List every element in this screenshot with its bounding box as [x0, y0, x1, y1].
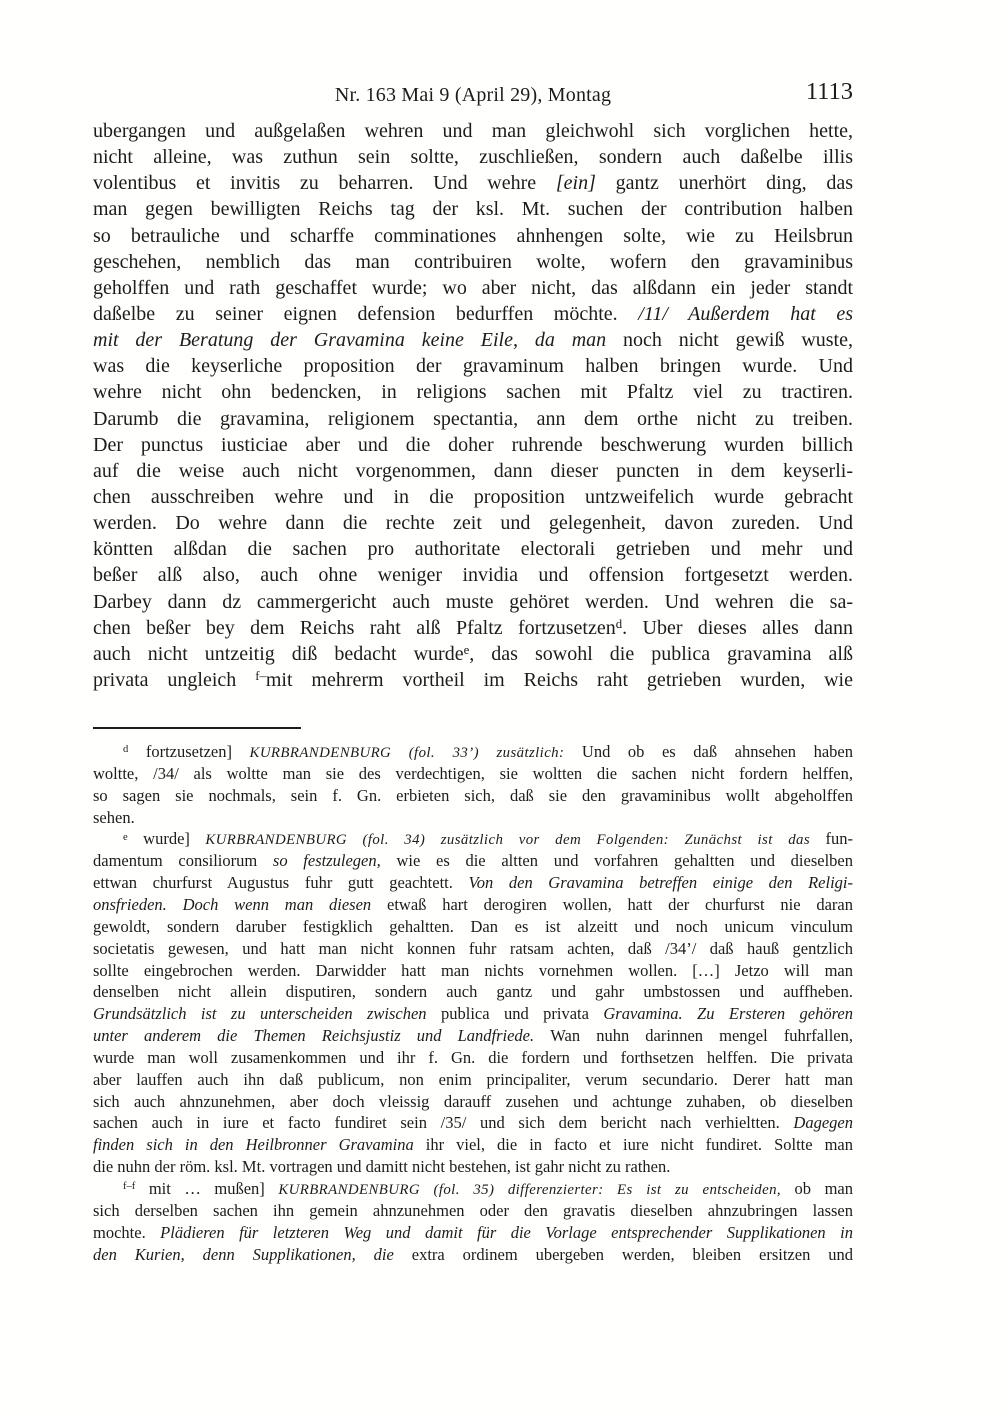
body-text-line: [93, 432, 853, 458]
footnote-text-line: [93, 1047, 853, 1069]
text-segment: ob man: [781, 1178, 853, 1198]
text-segment: die nuhn der röm. ksl. Mt. vortragen und damitt nicht bestehen, ist gahr nicht zu rathen.: [93, 1157, 671, 1177]
text-segment: Grundsätzlich ist zu unterscheiden zwischen: [93, 1004, 441, 1024]
text-segment: wurde man woll zusamenkommen und ihr f. Gn. die fordern und forthsetzen helffen. Die privata: [93, 1047, 853, 1067]
text-segment: unter anderem die Themen Reichsjustiz und Landfriede.: [93, 1026, 551, 1046]
text-segment: etwaß hart derogiren wollen, hatt der churfurst nie daran: [387, 895, 853, 914]
text-segment: onsfrieden. Doch wenn man diesen: [93, 895, 387, 914]
footnotes-block: [93, 741, 853, 1265]
text-segment: gewoldt, sondern daruber festigklich gehaltten. Dan es ist alzeitt und noch unicum vinculum: [93, 916, 853, 936]
body-text-line: [93, 327, 853, 353]
text-segment: auf die weise auch nicht vorgenommen, dann dieser puncten in dem keyserli-: [93, 459, 853, 482]
body-text-line: [93, 249, 853, 275]
body-text-line: [93, 615, 853, 641]
text-segment: sehen.: [93, 807, 135, 827]
text-segment: Gravamina. Zu Ersteren gehören: [603, 1004, 853, 1024]
footnote-text-line: [93, 850, 853, 872]
text-segment: KURBRANDENBURG (fol. 34) zusätzlich vor dem Folgenden: Zunächst ist das: [205, 832, 811, 849]
text-segment: wehre nicht ohn bedencken, in religions sachen mit Pfaltz viel zu tractiren.: [93, 381, 853, 404]
footnote-text-line: [93, 1156, 853, 1178]
text-segment: fun-: [810, 829, 853, 849]
footnote-marker: f–f: [123, 1181, 136, 1193]
text-segment: was die keyserliche proposition der gravaminum halben bringen wurde. Und: [93, 355, 853, 378]
footnote-text-line: [93, 1222, 853, 1244]
text-segment: Und ob es daß ahnsehen haben: [564, 742, 853, 762]
text-segment: noch nicht gewiß wuste,: [623, 329, 853, 352]
footnote-marker: d: [123, 744, 129, 756]
text-segment: woltte, /34/ als woltte man sie des verdechtigen, sie woltten die sachen nicht fordern helffen,: [93, 763, 853, 783]
running-header: [93, 78, 853, 108]
text-segment: Dagegen: [793, 1113, 853, 1133]
footnote-text-line: [93, 785, 853, 807]
text-segment: sachen auch in iure et facto fundiret sein /35/ und sich dem bericht nach verhieltten.: [93, 1113, 794, 1133]
footnote-text-line: [93, 1069, 853, 1091]
text-segment: auch nicht untzeitig diß bedacht wurde: [93, 642, 464, 665]
header-title: Nr. 163 Mai 9 (April 29), Montag: [334, 84, 612, 106]
text-segment: so betrauliche und scharffe comminationes ahnhengen solte, wie zu Heilsbrun: [93, 224, 853, 247]
body-text-line: [93, 562, 853, 588]
body-text-line: [93, 223, 853, 249]
text-segment: [ein]: [555, 172, 596, 195]
text-segment: ubergangen und außgelaßen wehren und man gleichwohl sich vorglichen hette,: [93, 120, 853, 142]
body-text-line: [93, 406, 853, 432]
footnote-marker: e: [123, 831, 128, 843]
body-text-line: [93, 510, 853, 536]
text-segment: so festzulegen,: [272, 851, 381, 871]
text-segment: finden sich in den Heilbronner Gravamina: [93, 1135, 426, 1155]
text-segment: chen beßer bey dem Reichs raht alß Pfaltz fortzusetzen: [93, 616, 616, 639]
text-segment: mit der Beratung der Gravamina keine Eile, da man: [93, 329, 623, 352]
text-segment: Von den Gravamina betreffen einige den Religi-: [468, 873, 853, 893]
text-segment: wurde]: [127, 829, 206, 849]
footnote-text-line: [93, 1003, 853, 1025]
text-segment: den Kurien, denn Supplikationen, die: [93, 1244, 412, 1264]
text-segment: Der punctus iusticiae aber und die doher ruhrende beschwerung wurden billich: [93, 433, 853, 456]
footnote-text-line: [93, 1200, 853, 1222]
footnote-text-line: [93, 1244, 853, 1266]
text-segment: Darbey dann dz cammergericht auch muste gehöret werden. Und wehren die sa-: [93, 590, 853, 613]
body-text-line: [93, 275, 853, 301]
text-segment: daßelbe zu seiner eignen defension bedurffen möchte.: [93, 302, 639, 325]
footnote-text-line: [93, 741, 853, 763]
footnote-text-line: [93, 1112, 853, 1134]
body-text-line: [93, 536, 853, 562]
body-text-line: [93, 353, 853, 379]
text-segment: werden. Do wehre dann die rechte zeit und gelegenheit, davon zureden. Und: [93, 512, 853, 535]
footnote-text-line: [93, 763, 853, 785]
text-segment: aber lauffen auch ihn daß publicum, non enim principaliter, verum secundario. Derer hatt man: [93, 1069, 853, 1089]
body-text-line: [93, 170, 853, 196]
footnote-text-line: [93, 960, 853, 982]
text-segment: geschehen, nemblich das man contribuiren wolte, wofern den gravaminibus: [93, 250, 853, 273]
footnote-text-line: [93, 1178, 853, 1200]
footnote-text-line: [93, 828, 853, 850]
text-segment: nicht alleine, was zuthun sein soltte, zuschließen, sondern auch daßelbe illis: [93, 146, 853, 169]
text-segment: beßer alß also, auch ohne weniger invidia und offension fortgesetzt werden.: [93, 564, 853, 587]
body-text-line: [93, 484, 853, 510]
text-segment: chen ausschreiben wehre und in die proposition untzweifelich wurde gebracht: [93, 485, 853, 508]
body-text-line: [93, 196, 853, 222]
text-segment: /11/ Außerdem hat es: [638, 302, 853, 325]
text-segment: fortzusetzen]: [128, 742, 250, 762]
text-segment: extra ordinem ubergeben werden, bleiben ersitzen und: [411, 1244, 853, 1264]
footnote-text-line: [93, 938, 853, 960]
footnote-text-line: [93, 981, 853, 1003]
footnote-marker: d: [615, 616, 623, 631]
text-segment: ihr viel, die in facto et iure nicht fundiret. Soltte man: [425, 1135, 853, 1155]
body-text-line: [93, 641, 853, 667]
footnote-marker: f–: [255, 669, 266, 684]
text-segment: , das sowohl die publica gravamina alß: [469, 642, 853, 665]
text-segment: Plädieren für letzteren Weg und damit für die Vorlage entsprechender Supplikationen in: [160, 1222, 853, 1242]
text-segment: mit … mußen]: [135, 1178, 279, 1198]
text-segment: köntten alßdan die sachen pro authoritate electorali getrieben und mehr und: [93, 538, 853, 561]
footnote-text-line: [93, 916, 853, 938]
text-segment: publica und privata: [440, 1004, 604, 1024]
text-segment: gantz unerhört ding, das: [595, 172, 853, 195]
body-text-line: [93, 144, 853, 170]
body-text-line: [93, 301, 853, 327]
body-text-line: [93, 118, 853, 144]
text-segment: damentum consiliorum: [93, 851, 273, 871]
body-text-line: [93, 458, 853, 484]
text-segment: societatis gewesen, und hatt man nicht konnen fuhr ratsam achten, daß /34’/ daß hauß gentzlich: [93, 938, 853, 958]
text-segment: sich auch ahnzunehmen, aber doch vleissig darauff zusehen und achtunge zuhaben, ob dieselben: [93, 1091, 853, 1111]
footnote-text-line: [93, 894, 853, 916]
text-segment: privata ungleich: [93, 668, 256, 691]
text-segment: mit mehrerm vortheil im Reichs raht getrieben wurden, wie: [265, 668, 853, 691]
footnote-separator: [93, 727, 301, 729]
body-text-line: [93, 667, 853, 693]
text-segment: geholffen und rath geschaffet wurde; wo aber nicht, das alßdann ein jeder standt: [93, 276, 853, 299]
text-segment: Darumb die gravamina, religionem spectantia, ann dem orthe nicht zu treiben.: [93, 407, 853, 430]
footnote-text-line: [93, 872, 853, 894]
footnote-text-line: [93, 807, 853, 829]
footnote-text-line: [93, 1025, 853, 1047]
text-segment: ettwan churfurst Augustus fuhr gutt geachtett.: [93, 873, 469, 893]
text-segment: . Uber dieses alles dann: [622, 616, 853, 639]
main-text: [93, 118, 853, 693]
text-segment: KURBRANDENBURG (fol. 35) differenzierter: Es ist zu entscheiden,: [278, 1181, 782, 1198]
text-segment: wie es die altten und vorfahren gehaltten und dieselben: [380, 851, 853, 871]
footnote-marker: e: [463, 643, 470, 658]
text-block: [93, 78, 853, 1265]
text-segment: sich derselben sachen ihn gemein ahnzunehmen oder den gravatis dieselben ahnzubringen lassen: [93, 1200, 853, 1220]
text-segment: Wan nuhn darinnen mengel fuhrfallen,: [550, 1026, 853, 1046]
page-number: 1113: [805, 78, 853, 105]
text-segment: sollte eingebrochen werden. Darwidder hatt man nichts vornehmen wollen. […] Jetzo will man: [93, 960, 853, 980]
text-segment: KURBRANDENBURG (fol. 33’) zusätzlich:: [249, 745, 565, 762]
text-segment: so sagen sie nochmals, sein f. Gn. erbieten sich, daß sie den gravaminibus wollt abgeholffen: [93, 785, 853, 805]
text-segment: denselben nicht allein disputiren, sondern auch gantz und gahr umbstossen und auffheben.: [93, 982, 853, 1002]
text-segment: mochte.: [93, 1222, 161, 1242]
body-text-line: [93, 379, 853, 405]
text-segment: man gegen bewilligten Reichs tag der ksl. Mt. suchen der contribution halben: [93, 198, 853, 221]
body-text-line: [93, 589, 853, 615]
footnote-text-line: [93, 1134, 853, 1156]
text-segment: volentibus et invitis zu beharren. Und wehre: [93, 172, 556, 195]
footnote-text-line: [93, 1091, 853, 1113]
